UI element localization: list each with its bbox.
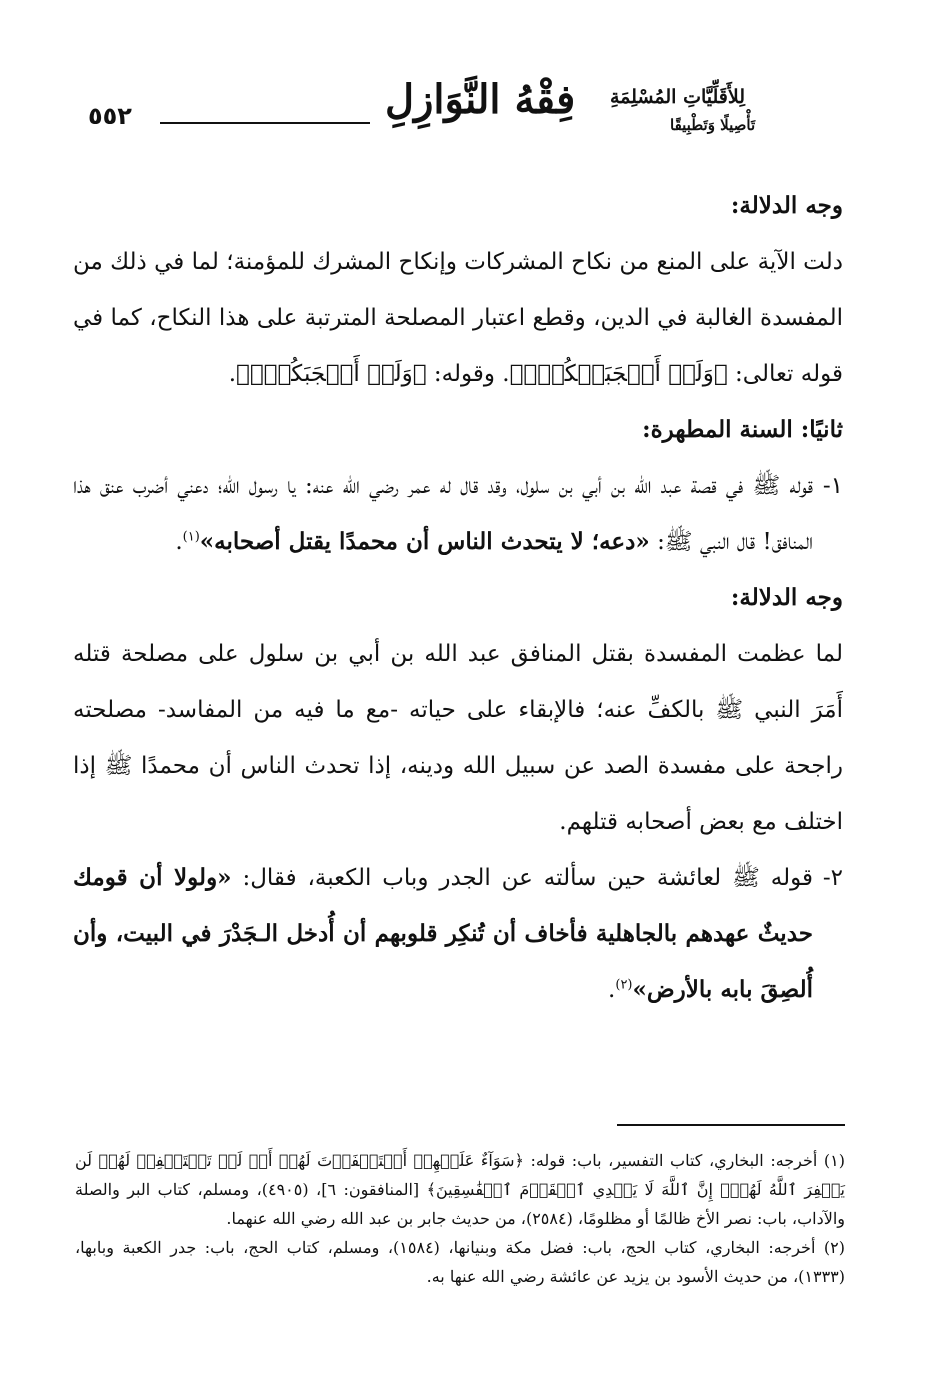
page-header bbox=[0, 72, 933, 152]
hadith-quote: «دعه؛ لا يتحدث الناس أن محمدًا يقتل أصحابه» bbox=[199, 528, 650, 555]
footnotes bbox=[75, 1146, 845, 1291]
main-text bbox=[73, 178, 843, 1018]
page-number: ٥٥٢ bbox=[88, 102, 132, 130]
book-subtitle-secondary: تَأْصِيلًا وَتَطْبِيقًا bbox=[670, 116, 756, 134]
book-title: فِقْهُ النَّوَازِلِ bbox=[385, 76, 576, 123]
header-rule bbox=[160, 122, 370, 124]
section-heading-indication-2: وجه الدلالة: bbox=[730, 584, 843, 611]
list-item-2: ٢- قوله ﷺ لعائشة حين سألته عن الجدر وباب الكعبة، فقال: «ولولا أن قومك حديثٌ عهدهم بالجاهلية فأخاف أن تُنكِر قلوبهم أن أُدخل الـجَدْرَ في البيت، وأن أُلصِقَ بابه بالأرض»$^{(٢)}$. bbox=[73, 850, 843, 1018]
footnote-1: (١) أخرجه: البخاري، كتاب التفسير، باب: قوله: ﴿سَوَآءٌ عَلَيۡهِمۡ أَسۡتَغۡفَرۡتَ لَهُمۡ أَمۡ لَمۡ تَسۡتَغۡفِرۡ لَهُمۡ لَن يَغۡفِرَ ٱللَّهُ لَهُمۡۚ إِنَّ ٱللَّهَ لَا يَهۡدِي ٱلۡقَوۡمَ ٱلۡفَٰسِقِينَ﴾ [المنافقون: ٦]، (٤٩٠٥)، ومسلم، كتاب البر والصلة والآداب، باب: نصر الأخ ظالمًا أو مظلومًا، (٢٥٨٤)، من حديث جابر بن عبد الله رضي الله عنهما. bbox=[75, 1151, 846, 1228]
list-item-number: ١- bbox=[822, 473, 843, 499]
list-item-1: ١- قوله ﷺ في قصة عبد الله بن أبي بن سلول، وقد قال له عمر رضي الله عنه: يا رسول الله؛ دعني أضرب عنق هذا المنافق! قال النبي ﷺ: «دعه؛ لا يتحدث الناس أن محمدًا يقتل أصحابه»$^{(١)}$. bbox=[73, 458, 843, 570]
footnote-ref[interactable]: (٢) bbox=[615, 977, 633, 993]
list-item-text: قوله ﷺ لعائشة حين سألته عن الجدر وباب الكعبة، فقال: bbox=[242, 865, 813, 891]
book-subtitle: لِلأَقَلِّيَّاتِ المُسْلِمَةِ bbox=[610, 86, 745, 108]
footnote-2: (٢) أخرجه: البخاري، كتاب الحج، باب: فضل مكة وبنيانها، (١٥٨٤)، ومسلم، كتاب الحج، باب: جدر الكعبة وبابها، (١٣٣٣)، من حديث الأسود بن يزيد عن عائشة رضي الله عنها به. bbox=[75, 1238, 845, 1286]
section-heading-indication-1: وجه الدلالة: bbox=[730, 192, 843, 219]
list-item-number: ٢- bbox=[822, 865, 843, 891]
section-heading-sunnah: ثانيًا: السنة المطهرة: bbox=[642, 416, 843, 443]
paragraph-verse-indication: دلت الآية على المنع من نكاح المشركات وإنكاح المشرك للمؤمنة؛ لما في ذلك من المفسدة الغالبة في الدين، وقطع اعتبار المصلحة المترتبة على هذا النكاح، كما في قوله تعالى: ﴿وَلَوۡ أَعۡجَبَتۡكُمۡۗ﴾. وقوله: ﴿وَلَوۡ أَعۡجَبَكُمۡۗ﴾. bbox=[73, 249, 843, 387]
hadith-quote: «ولولا أن قومك حديثٌ عهدهم بالجاهلية فأخاف أن تُنكِر قلوبهم أن أُدخل الـجَدْرَ في البيت، وأن أُلصِقَ بابه بالأرض» bbox=[73, 864, 813, 1003]
footnote-ref[interactable]: (١) bbox=[182, 529, 200, 545]
paragraph-hadith-indication: لما عظمت المفسدة بقتل المنافق عبد الله بن أبي بن سلول على مصلحة قتله أَمَرَ النبي ﷺ بالكفِّ عنه؛ فالإبقاء على حياته -مع ما فيه من المفاسد- مصلحته راجحة على مفسدة الصد عن سبيل الله ودينه، إذا تحدث الناس أن محمدًا ﷺ إذا اختلف مع بعض أصحابه قتلهم. bbox=[73, 641, 843, 835]
list-item-text: قوله ﷺ في قصة عبد الله بن أبي بن سلول، وقد قال له عمر رضي الله عنه: يا رسول الله؛ دعني أضرب عنق هذا المنافق! قال النبي ﷺ: bbox=[73, 473, 813, 555]
footnote-separator bbox=[617, 1124, 845, 1126]
